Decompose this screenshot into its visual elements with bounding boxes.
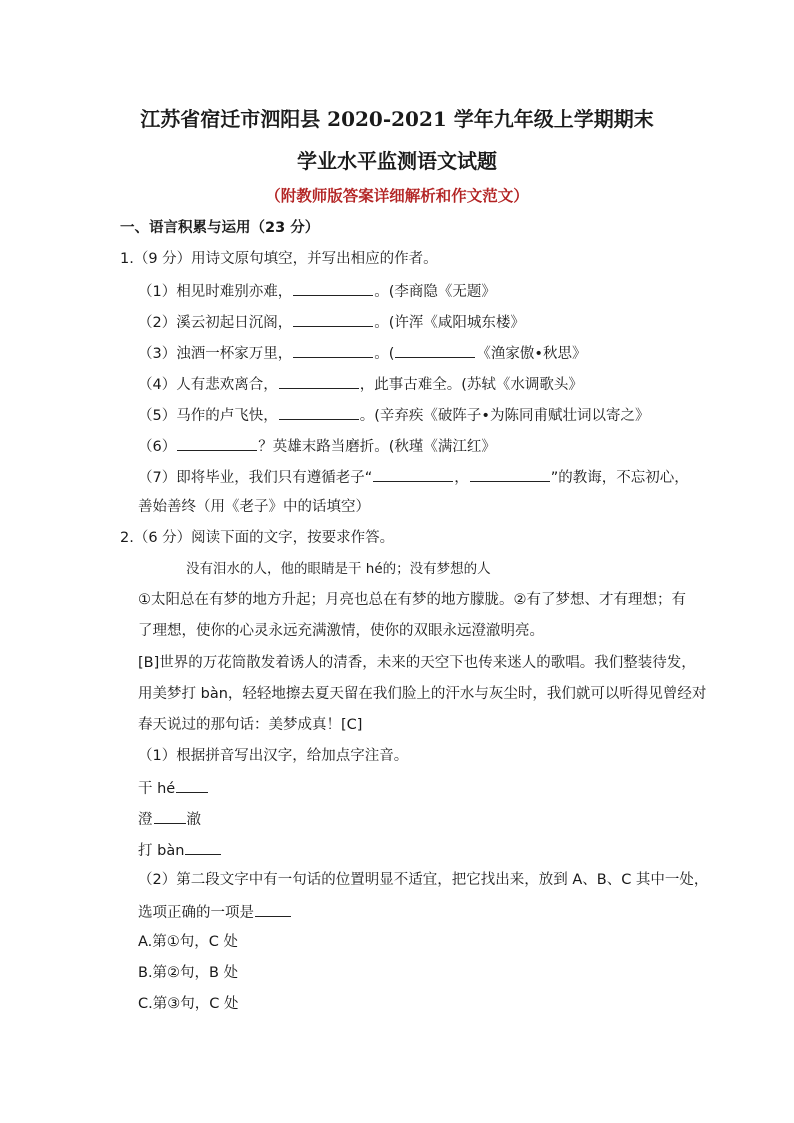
answer-blank[interactable] (293, 311, 373, 327)
author-blank[interactable] (395, 342, 475, 358)
exam-subtitle: （附教师版答案详细解析和作文范文） (265, 187, 529, 205)
question-1-stem: 1.（9 分）用诗文原句填空，并写出相应的作者。 (120, 251, 438, 267)
q1-item-3-source: 《渔家傲•秋思》 (476, 346, 587, 362)
passage-line-2: 了理想，使你的心灵永远充满激情，使你的双眼永远澄澈明亮。 (138, 623, 544, 639)
q1-item-4-text: （4）人有悲欢离合， (138, 377, 278, 393)
passage-line-5: 春天说过的那句话：美梦成真！[C] (138, 717, 363, 733)
fill-he-label: 干 hé (138, 781, 176, 797)
q1-item-1-text: （1）相见时难别亦难， (138, 284, 293, 300)
q1-item-3 (138, 342, 586, 364)
answer-blank[interactable] (279, 373, 359, 389)
answer-blank[interactable] (373, 466, 453, 482)
answer-blank[interactable] (255, 901, 291, 917)
q1-item-6-source: ？英雄末路当磨折。(秋瑾《满江红》 (258, 439, 496, 455)
q1-item-6-num: （6） (138, 439, 177, 455)
answer-blank[interactable] (154, 808, 186, 824)
answer-blank[interactable] (177, 435, 257, 451)
subquestion-2: （2）第二段文字中有一句话的位置明显不适宜，把它找出来，放到 A、B、C 其中一处， (138, 872, 709, 888)
exam-title-line1: 江苏省宿迁市泗阳县 2020-2021 学年九年级上学期期末 (140, 107, 654, 131)
subquestion-1: （1）根据拼音写出汉字，给加点字注音。 (138, 748, 409, 764)
answer-blank[interactable] (279, 404, 359, 420)
q1-item-2-source: 。(许浑《咸阳城东楼》 (374, 315, 525, 331)
answer-blank[interactable] (470, 466, 550, 482)
fill-cheng-char: 澄 (138, 812, 153, 828)
q1-item-7-cont: 善始善终（用《老子》中的话填空） (138, 499, 370, 515)
q1-item-7-rest: ”的教诲，不忘初心， (550, 470, 689, 486)
fill-che-char: 澈 (186, 812, 201, 828)
passage-line-4: 用美梦打 bàn，轻轻地擦去夏天留在我们脸上的汗水与灰尘时，我们就可以听得见曾经对 (138, 686, 707, 702)
q1-item-4 (138, 373, 583, 395)
q1-item-3-text: （3）浊酒一杯家万里， (138, 346, 293, 362)
answer-blank[interactable] (293, 342, 373, 358)
q1-item-4-source: ，此事古难全。(苏轼《水调歌头》 (359, 377, 583, 393)
fill-ban (138, 839, 222, 861)
q1-item-7 (138, 466, 689, 488)
subquestion-2-cont (138, 901, 292, 923)
passage-line-3: [B]世界的万花筒散发着诱人的清香，未来的天空下也传来迷人的歌唱。我们整装待发， (138, 655, 696, 671)
q1-item-7-comma: ， (454, 470, 469, 486)
subquestion-2-prompt: 选项正确的一项是 (138, 905, 254, 921)
q1-item-5 (138, 404, 649, 426)
option-c[interactable]: C.第③句，C 处 (138, 996, 239, 1012)
q1-item-6 (138, 435, 496, 457)
q1-item-3-paren: 。( (374, 346, 395, 362)
fill-he (138, 777, 209, 799)
section-heading: 一、语言积累与运用（23 分） (120, 220, 320, 236)
q1-item-2 (138, 311, 525, 333)
option-b[interactable]: B.第②句，B 处 (138, 965, 239, 981)
answer-blank[interactable] (176, 777, 208, 793)
exam-title-line2: 学业水平监测语文试题 (297, 149, 497, 173)
fill-ban-label: 打 bàn (138, 843, 185, 859)
option-a[interactable]: A.第①句，C 处 (138, 934, 239, 950)
q1-item-2-text: （2）溪云初起日沉阁， (138, 315, 293, 331)
passage-title: 没有泪水的人，他的眼睛是干 hé的；没有梦想的人 (186, 561, 491, 577)
q1-item-1-source: 。(李商隐《无题》 (374, 284, 496, 300)
q1-item-1 (138, 280, 496, 302)
q1-item-5-source: 。(辛弃疾《破阵子•为陈同甫赋壮词以寄之》 (359, 408, 650, 424)
answer-blank[interactable] (185, 839, 221, 855)
fill-cheng (138, 808, 201, 830)
q1-item-5-text: （5）马作的卢飞快， (138, 408, 278, 424)
question-2-stem: 2.（6 分）阅读下面的文字，按要求作答。 (120, 530, 395, 546)
answer-blank[interactable] (293, 280, 373, 296)
passage-line-1: ①太阳总在有梦的地方升起；月亮也总在有梦的地方朦胧。②有了梦想、才有理想；有 (138, 592, 686, 608)
q1-item-7-text: （7）即将毕业，我们只有遵循老子“ (138, 470, 373, 486)
